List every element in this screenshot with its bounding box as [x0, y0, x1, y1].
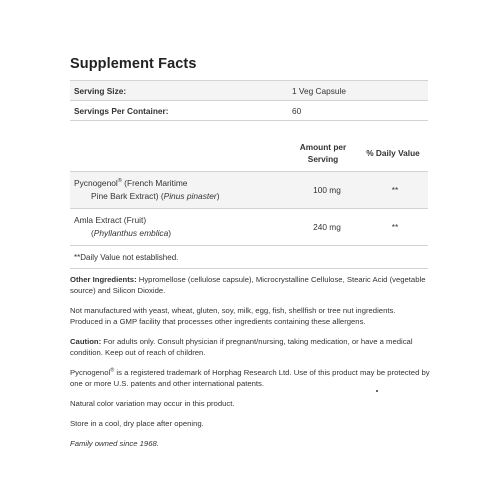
- serving-size-value: 1 Veg Capsule: [292, 81, 428, 101]
- ingredient-name: Amla Extract (Fruit) (Phyllanthus emblica): [70, 209, 292, 246]
- serving-size-label: Serving Size:: [70, 81, 292, 101]
- family-owned-note: Family owned since 1968.: [70, 439, 159, 448]
- panel-title: Supplement Facts: [70, 56, 197, 72]
- stray-dot: [376, 390, 378, 392]
- amount-per-serving-header: Amount per Serving: [288, 135, 358, 172]
- ingredient-amount: 240 mg: [292, 209, 362, 246]
- supplement-facts-panel: [70, 56, 428, 269]
- ingredient-daily-value: **: [362, 209, 428, 246]
- color-note: Natural color variation may occur in this product.: [70, 399, 235, 408]
- ingredient-amount: 100 mg: [292, 172, 362, 209]
- servings-per-container-label: Servings Per Container:: [70, 101, 292, 121]
- ingredient-row: [70, 209, 428, 246]
- nutrient-header: [70, 135, 428, 172]
- ingredient-name: Pycnogenol® (French Maritime Pine Bark Extract) (Pinus pinaster): [70, 172, 292, 209]
- allergen-note: Not manufactured with yeast, wheat, gluten, soy, milk, egg, fish, shellfish or tree nut ingredients. Produced in a GMP facility that processes other ingredients containing these allergens.: [70, 306, 396, 326]
- product-notes: [70, 274, 430, 458]
- daily-value-header: % Daily Value: [358, 135, 428, 172]
- serving-table: [70, 80, 428, 121]
- ingredient-daily-value: **: [362, 172, 428, 209]
- other-ingredients: Other Ingredients: Hypromellose (cellulose capsule), Microcrystalline Cellulose, Stearic Acid (vegetable source) and Silicon Dioxide.: [70, 275, 426, 295]
- caution-note: Caution: For adults only. Consult physician if pregnant/nursing, taking medication, or have a medical condition. Keep out of reach of children.: [70, 337, 413, 357]
- trademark-note: Pycnogenol® is a registered trademark of Horphag Research Ltd. Use of this product may be protected by one or more U.S. patents and other international patents.: [70, 367, 430, 388]
- daily-value-footnote: **Daily Value not established.: [70, 246, 428, 269]
- ingredient-table: [70, 172, 428, 246]
- ingredient-row: [70, 172, 428, 209]
- servings-per-container-value: 60: [292, 101, 428, 121]
- footnote-table: [70, 246, 428, 269]
- serving-size-row: [70, 81, 428, 101]
- servings-per-container-row: [70, 101, 428, 121]
- storage-note: Store in a cool, dry place after opening.: [70, 419, 204, 428]
